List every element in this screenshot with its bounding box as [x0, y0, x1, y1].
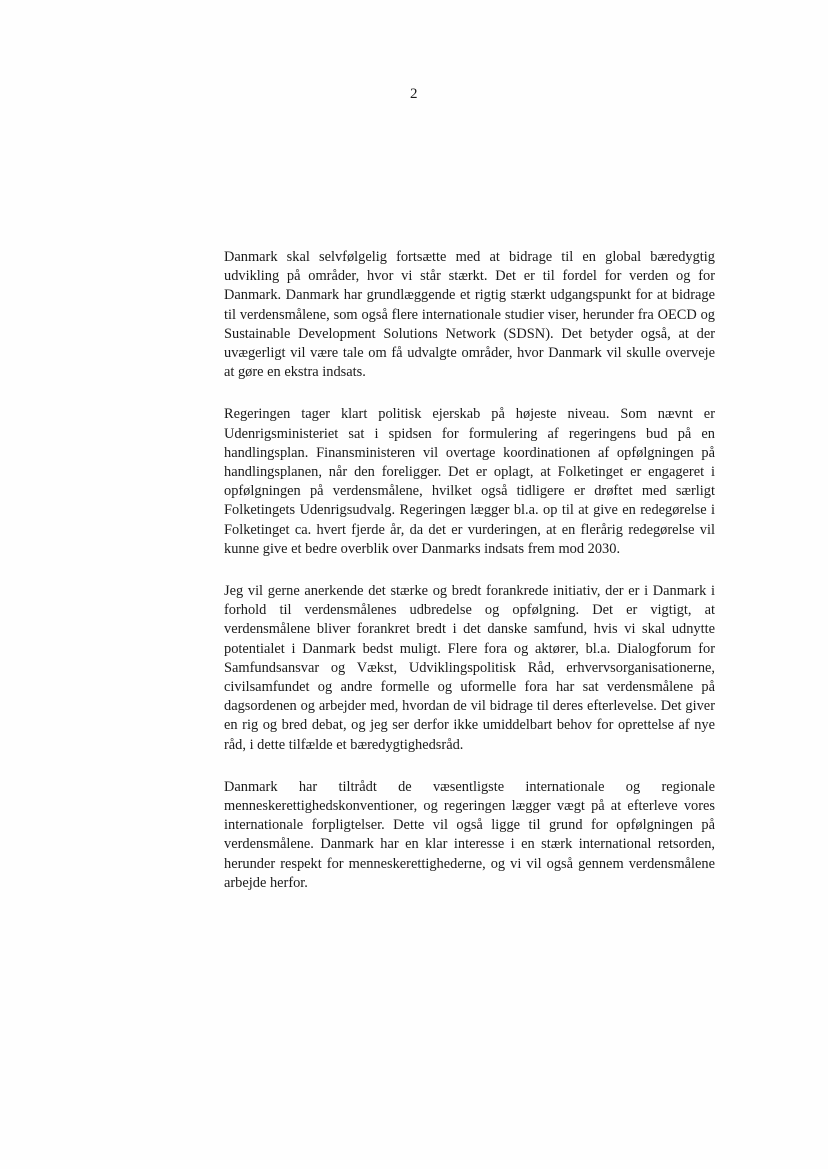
document-body	[224, 248, 715, 916]
paragraph-anchoring-initiatives: Jeg vil gerne anerkende det stærke og bredt forankrede initiativ, der er i Danmark i forhold til verdensmålenes udbredelse og opfølgning. Det er vigtigt, at verdensmålene bliver forankret bredt i det danske samfund, hvis vi skal udnytte potentialet i Danmark bedst muligt. Flere fora og aktører, bl.a. Dialogforum for Samfundsansvar og Vækst, Udviklingspolitisk Råd, erhvervsorganisationerne, civilsamfundet og andre formelle og uformelle fora har sat verdensmålene på dagsordenen og arbejder med, hvordan de vil bidrage til deres efterlevelse. Det giver en rig og bred debat, og jeg ser derfor ikke umiddelbart behov for oprettelse af nye råd, i dette tilfælde et bæredygtighedsråd.	[224, 583, 715, 753]
paragraph-government-ownership: Regeringen tager klart politisk ejerskab på højeste niveau. Som nævnt er Udenrigsministeriet sat i spidsen for formulering af regeringens bud på en handlingsplan. Finansministeren vil overtage koordinationen af opfølgningen på handlingsplanen, når den foreligger. Det er oplagt, at Folketinget er engageret i opfølgningen på verdensmålene, hvilket også tidligere er drøftet med særligt Folketingets Udenrigsudvalg. Regeringen lægger bl.a. op til at give en redegørelse i Folketinget ca. hvert fjerde år, da det er vurderingen, at en flerårig redegørelse vil kunne give et bedre overblik over Danmarks indsats frem mod 2030.	[224, 406, 715, 557]
page-number: 2	[410, 86, 418, 102]
paragraph-human-rights: Danmark har tiltrådt de væsentligste internationale og regionale menneskerettighedskonventioner, og regeringen lægger vægt på at efterleve vores internationale forpligtelser. Dette vil også ligge til grund for opfølgningen på verdensmålene. Danmark har en klar interesse i en stærk international retsorden, herunder respekt for menneskerettighederne, og vi vil også gennem verdensmålene arbejde herfor.	[224, 778, 715, 891]
paragraph-global-development: Danmark skal selvfølgelig fortsætte med at bidrage til en global bæredygtig udvikling på områder, hvor vi står stærkt. Det er til fordel for verden og for Danmark. Danmark har grundlæggende et rigtig stærkt udgangspunkt for at bidrage til verdensmålene, som også flere internationale studier viser, herunder fra OECD og Sustainable Development Solutions Network (SDSN). Det betyder også, at der uvægerligt vil være tale om få udvalgte områder, hvor Danmark vil skulle overveje at gøre en ekstra indsats.	[224, 249, 715, 381]
